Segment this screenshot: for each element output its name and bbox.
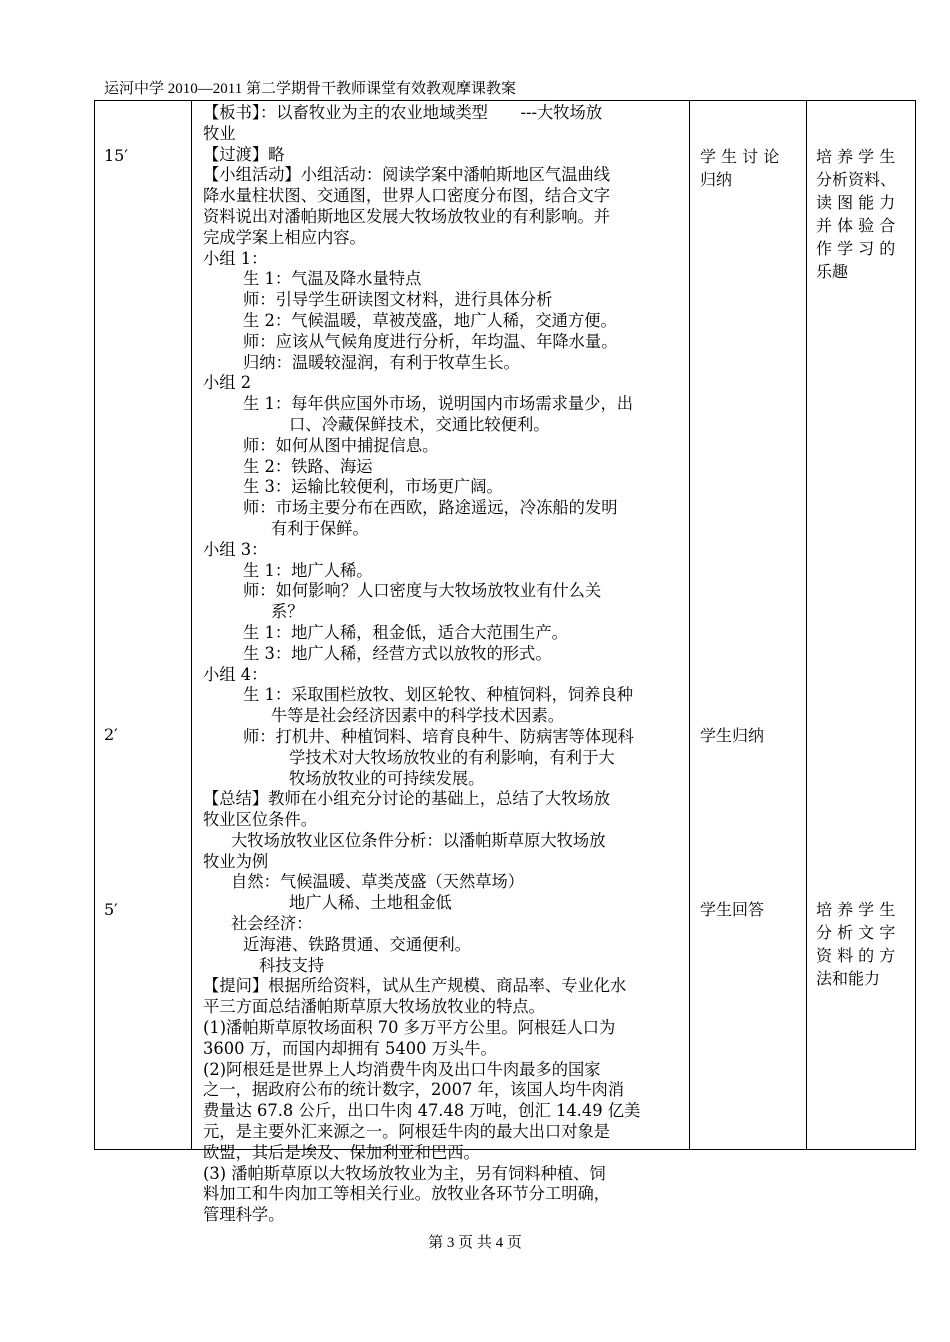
goal-line: 作 学 习 的 [816,239,896,258]
content-line: 近海港、铁路贯通、交通便利。 [243,934,471,954]
content-line: 师：市场主要分布在西欧，路途遥远，冷冻船的发明 [243,498,618,518]
content-line: 学技术对大牧场放牧业的有利影响，有利于大 [289,747,615,767]
content-line: 小组 4： [203,664,268,684]
content-line: 科技支持 [259,955,325,975]
content-line: 费量达 67.8 公斤，出口牛肉 47.48 万吨，创汇 14.49 亿美 [203,1101,641,1121]
content-line: 小组 2 [203,373,252,393]
content-line: 口、冷藏保鲜技术，交通比较便利。 [289,414,550,434]
content-line: 生 3：地广人稀，经营方式以放牧的形式。 [243,643,552,663]
goal-line: 读 图 能 力 [816,193,896,212]
content-line: 管理科学。 [203,1205,285,1225]
content-line: (1)潘帕斯草原牧场面积 70 多万平方公里。阿根廷人口为 [203,1018,616,1038]
content-line: 牧场放牧业的可持续发展。 [289,768,485,788]
page-header: 运河中学 2010—2011 第二学期骨干教师课堂有效教观摩课教案 [104,81,516,97]
goal-line: 资 料 的 方 [816,946,896,965]
column-divider-2 [689,100,690,1150]
goal-cell-1 [816,145,912,283]
content-line: 牧业为例 [203,851,269,871]
content-line: 平三方面总结潘帕斯草原大牧场放牧业的特点。 [203,997,545,1017]
content-line: 生 1：采取围栏放牧、划区轮牧、种植饲料，饲养良种 [243,685,634,705]
goal-line: 分 析 文 字 [816,923,896,942]
content-line: (2)阿根廷是世界上人均消费牛肉及出口牛肉最多的国家 [203,1059,601,1079]
column-divider-1 [191,100,192,1150]
content-line: 牛等是社会经济因素中的科学技术因素。 [271,706,565,726]
content-line: 生 2：气候温暖，草被茂盛，地广人稀，交通方便。 [243,310,617,330]
content-line: 牧业区位条件。 [203,810,317,830]
content-line: 3600 万，而国内却拥有 5400 万头牛。 [203,1038,497,1058]
goal-line: 并 体 验 合 [816,216,896,235]
content-line: 小组 3： [203,539,268,559]
content-line: 有利于保鲜。 [271,518,369,538]
content-line: 完成学案上相应内容。 [203,227,366,247]
content-line: 系？ [271,602,304,622]
goal-cell-2 [816,898,912,990]
content-line: 资料说出对潘帕斯地区发展大牧场放牧业的有利影响。并 [203,206,611,226]
content-line: 自然：气候温暖、草类茂盛（天然草场） [231,872,525,892]
activity-cell-1 [700,145,798,191]
content-line: 生 1：每年供应国外市场，说明国内市场需求量少，出 [243,394,634,414]
activity-line: 学生归纳 [700,726,765,745]
goal-line: 乐趣 [816,262,849,281]
time-cell-1: 15′ [104,146,128,165]
content-line: 之一，据政府公布的统计数字，2007 年，该国人均牛肉消 [203,1080,625,1100]
page-footer: 第 3 页 共 4 页 [428,1235,522,1251]
content-line: (3) 潘帕斯草原以大牧场放牧业为主，另有饲料种植、饲 [203,1163,606,1183]
content-line: 料加工和牛肉加工等相关行业。放牧业各环节分工明确， [203,1184,611,1204]
content-line: 社会经济： [231,914,313,934]
activity-cell-3 [700,898,798,921]
time-cell-2: 2′ [104,725,118,744]
goal-line: 培 养 学 生 [816,900,896,919]
content-line: 【总结】教师在小组充分讨论的基础上，总结了大牧场放 [203,789,611,809]
goal-line: 分析资料、 [816,170,897,189]
content-line: 师：引导学生研读图文材料，进行具体分析 [243,290,553,310]
content-line: 大牧场放牧业区位条件分析：以潘帕斯草原大牧场放 [231,830,606,850]
content-line: 欧盟，其后是埃及、保加利亚和巴西。 [203,1142,480,1162]
activity-line: 归纳 [700,170,733,189]
content-line: 师：打机井、种植饲料、培育良种牛、防病害等体现科 [243,726,634,746]
content-line: 生 1：地广人稀，租金低，适合大范围生产。 [243,622,568,642]
goal-line: 法和能力 [816,969,881,988]
content-line: 师：应该从气候角度进行分析，年均温、年降水量。 [243,331,618,351]
content-line: 师：如何从图中捕捉信息。 [243,435,439,455]
content-line: 【小组活动】小组活动：阅读学案中潘帕斯地区气温曲线 [203,165,611,185]
content-line: 【板书】：以畜牧业为主的农业地域类型 ---大牧场放 [203,103,603,122]
goal-line: 培 养 学 生 [816,147,896,166]
content-line: 生 1：气温及降水量特点 [243,269,422,289]
activity-line: 学 生 讨 论 [700,147,780,166]
activity-cell-2 [700,724,798,747]
content-line: 小组 1： [203,248,268,268]
content-line: 生 1：地广人稀。 [243,560,373,580]
content-line: 地广人稀、土地租金低 [289,893,452,913]
content-line: 降水量柱状图、交通图，世界人口密度分布图，结合文字 [203,186,611,206]
content-line: 生 2：铁路、海运 [243,456,373,476]
lesson-content [203,103,683,1226]
activity-line: 学生回答 [700,900,765,919]
time-cell-3: 5′ [104,900,118,919]
content-line: 【提问】根据所给资料，试从生产规模、商品率、专业化水 [203,976,627,996]
content-line: 牧业 [203,123,236,143]
content-line: 归纳：温暖较湿润，有利于牧草生长。 [243,352,520,372]
content-line: 师：如何影响？人口密度与大牧场放牧业有什么关 [243,581,602,601]
column-divider-3 [806,100,807,1150]
content-line: 元，是主要外汇来源之一。阿根廷牛肉的最大出口对象是 [203,1122,611,1142]
content-line: 【过渡】略 [203,144,285,164]
content-line: 生 3：运输比较便利，市场更广阔。 [243,477,503,497]
